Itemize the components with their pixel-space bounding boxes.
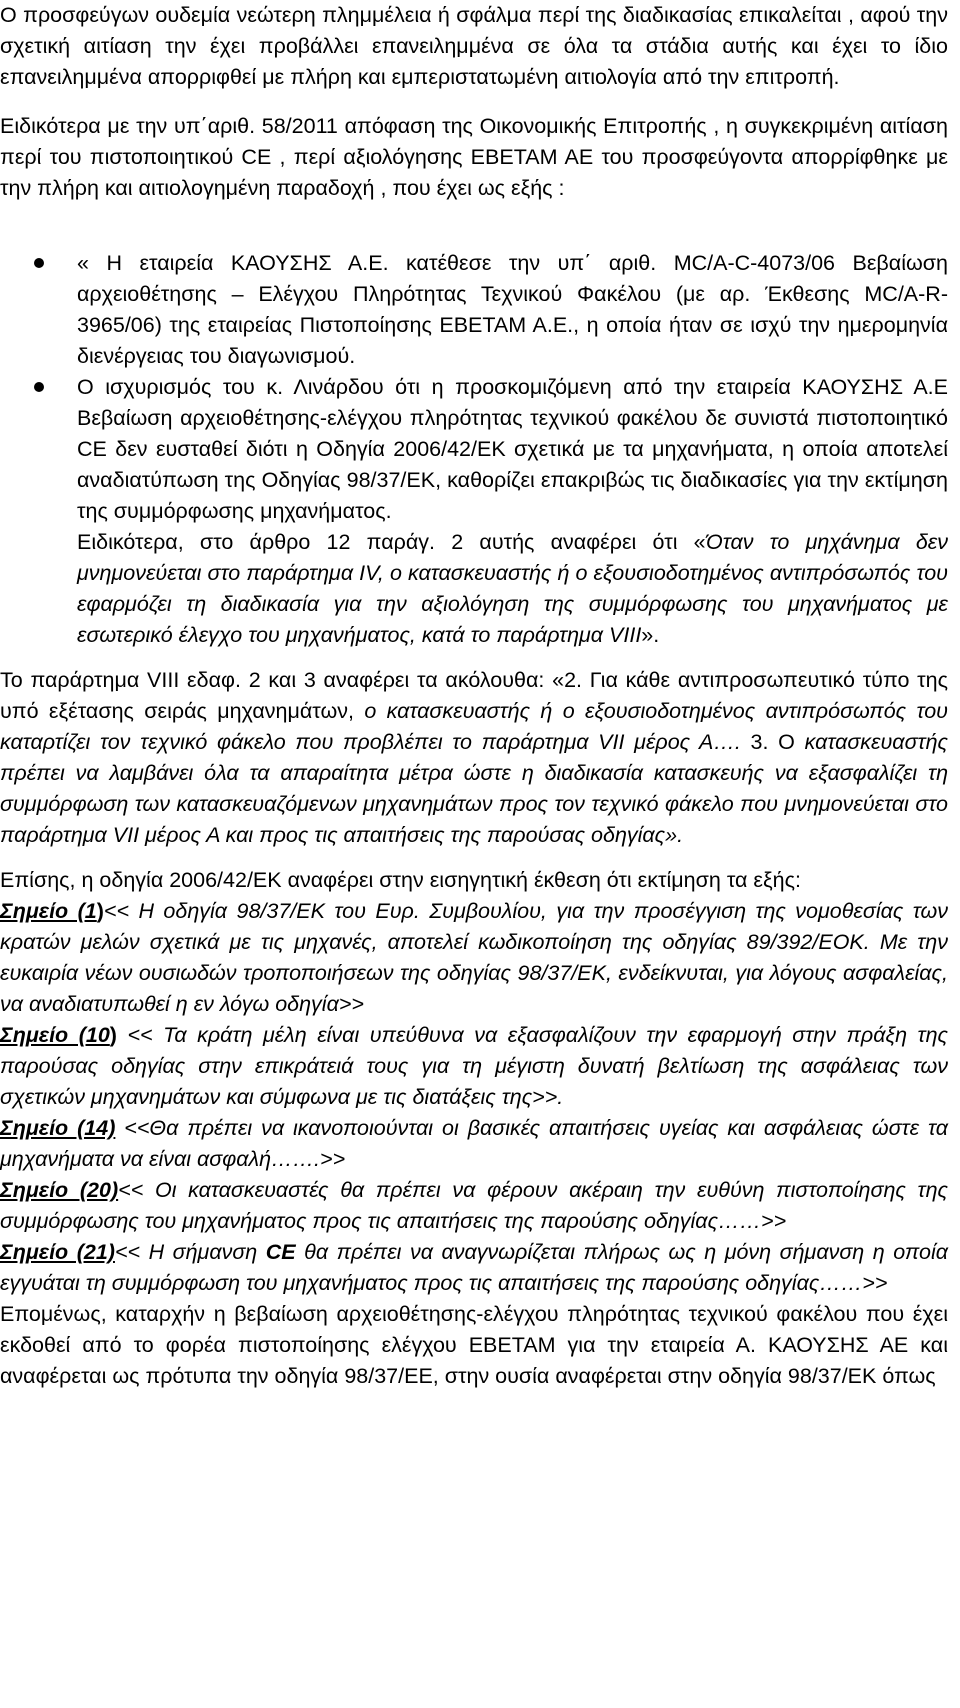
list-item <box>0 372 948 527</box>
article-12-paragraph <box>0 527 948 651</box>
paragraph-intro: Ο προσφεύγων ουδεμία νεώτερη πλημμέλεια ή σφάλμα περί της διαδικασίας επικαλείται , αφού την σχετική αιτίαση την έχει προβάλλει επανειλημμένα σε όλα τα στάδια αυτής και έχει το ίδιο επανειλημμένα απορριφθεί με πλήρη και εμπεριστατωμένη αιτιολογία από την επιτροπή. <box>0 3 948 89</box>
findings-list <box>0 248 948 527</box>
point-text: << Η σήμανση <box>114 1240 266 1264</box>
annex-viii-paragraph <box>0 665 948 851</box>
annex-mid: 3. Ο <box>750 730 805 754</box>
point-text: <<Θα πρέπει να ικανοποιούνται οι βασικές απαιτήσεις υγείας και ασφάλειας ώστε τα μηχανήματα να είναι ασφαλή…….>> <box>0 1116 948 1171</box>
point-text: << Η οδηγία 98/37/ΕΚ του Ευρ. Συμβουλίου, για την προσέγγιση της νομοθεσίας των κρατών μελών σχετικά με τις μηχανές, αποτελεί κωδικοποίηση της οδηγίας 89/392/ΕΟΚ. Με την ευκαιρία νέων ουσιωδών τροποποιήσεων της οδηγίας 98/37/ΕΚ, ενδείκνυται, για λόγους ασφαλείας, να αναδιατυπωθεί η εν λόγω οδηγία>> <box>0 899 948 1016</box>
point-label: Σημείο (14) <box>0 1116 116 1140</box>
point-label: Σημείο (20) <box>0 1178 119 1202</box>
report-intro: Επίσης, η οδηγία 2006/42/ΕΚ αναφέρει στην εισηγητική έκθεση ότι εκτίμηση τα εξής: <box>0 868 801 892</box>
list-item-text: « Η εταιρεία ΚΑΟΥΣΗΣ Α.Ε. κατέθεσε την υπ΄ αριθ. MC/A-C-4073/06 Βεβαίωση αρχειοθέτησης – Ελέγχου Πληρότητας Τεχνικού Φακέλου (με αρ. Έκθεσης MC/A-R-3965/06) της εταιρείας Πιστοποίησης ΕΒΕΤΑΜ Α.Ε., η οποία ήταν σε ισχύ την ημερομηνία διενέργειας του διαγωνισμού. <box>77 251 948 368</box>
point-text: << Τα κράτη μέλη είναι υπεύθυνα να εξασφαλίζουν την εφαρμογή στην πράξη της παρούσας οδηγίας στην επικράτειά τους για τη μέγιστη δυνατή βελτίωση της ασφάλειας των σχετικών μηχανημάτων και σύμφωνα με τις διατάξεις της>>. <box>0 1023 948 1109</box>
point-1 <box>0 896 948 1020</box>
paragraph-decision: Ειδικότερα με την υπ΄αριθ. 58/2011 απόφαση της Οικονομικής Επιτροπής , η συγκεκριμένη αιτίαση περί του πιστοποιητικού CE , περί αξιολόγησης ΕΒΕΤΑΜ ΑΕ του προσφεύγοντα απορρίφθηκε με την πλήρη και αιτιολογημένη παραδοχή , που έχει ως εξής : <box>0 114 948 200</box>
point-20 <box>0 1175 948 1237</box>
point-label: Σημείο (21) <box>0 1240 115 1264</box>
point-label: Σημείο (10 <box>0 1023 110 1047</box>
annex-lead: Το παράρτημα VIII εδαφ. 2 και 3 αναφέρει τα ακόλουθα: «2. Για κάθε αντιπροσωπευτικό τύπο της υπό εξέτασης σειράς μηχανημάτων, <box>0 668 948 723</box>
closing-paragraph: Επομένως, καταρχήν η βεβαίωση αρχειοθέτησης-ελέγχου πληρότητας τεχνικού φακέλου που έχει εκδοθεί από το φορέα πιστοποίησης ελέγχου ΕΒΕΤΑΜ για την εταιρεία Α. ΚΑΟΥΣΗΣ ΑΕ και αναφέρεται ως πρότυπα την οδηγία 98/37/ΕΕ, στην ουσία αναφέρεται στην οδηγία 98/37/ΕΚ όπως <box>0 1302 948 1388</box>
annex-quote-2: κατασκευαστής πρέπει να λαμβάνει όλα τα απαραίτητα μέτρα ώστε η διαδικασία κατασκευής να εξασφαλίζει τη συμμόρφωση των κατασκευαζόμενων μηχανημάτων προς τον τεχνικό φάκελο που μνημονεύεται στο παράρτημα VII μέρος Α και προς τις απαιτήσεις της παρούσας οδηγίας». <box>0 730 948 847</box>
point-21 <box>0 1237 948 1299</box>
article-12-lead: Ειδικότερα, στο άρθρο 12 παράγ. 2 αυτής αναφέρει ότι « <box>77 530 706 554</box>
article-12-tail: ». <box>641 623 660 647</box>
point-label: Σημείο (1 <box>0 899 97 923</box>
list-item-text: Ο ισχυρισμός του κ. Λινάρδου ότι η προσκομιζόμενη από την εταιρεία ΚΑΟΥΣΗΣ Α.Ε Βεβαίωση αρχειοθέτησης-ελέγχου πληρότητας τεχνικού φακέλου δε συνιστά πιστοποιητικό CE δεν ευσταθεί διότι η Οδηγία 2006/42/ΕΚ σχετικά με τα μηχανήματα, η οποία αποτελεί αναδιατύπωση της Οδηγίας 98/37/ΕΚ, καθορίζει επακριβώς τις διαδικασίες για την εκτίμηση της συμμόρφωσης μηχανήματος. <box>77 375 948 523</box>
bullet-icon <box>34 382 44 392</box>
point-14 <box>0 1113 948 1175</box>
point-label-tail: ) <box>109 1023 117 1047</box>
article-12-quote: Όταν το μηχάνημα δεν μνημονεύεται στο παράρτημα IV, ο κατασκευαστής ή ο εξουσιοδοτημένος αντιπρόσωπός του εφαρμόζει τη διαδικασία για την αξιολόγηση της συμμόρφωσης του μηχανήματος με εσωτερικό έλεγχο του μηχανήματος, κατά το παράρτημα VIII <box>77 530 948 647</box>
annex-quote-1: ο κατασκευαστής ή ο εξουσιοδοτημένος αντιπρόσωπός του καταρτίζει τον τεχνικό φάκελο που προβλέπει το παράρτημα VII μέρος Α…. <box>0 699 948 754</box>
point-label-tail: ) <box>96 899 104 923</box>
point-text: << Οι κατασκευαστές θα πρέπει να φέρουν ακέραιη την ευθύνη πιστοποίησης της συμμόρφωσης του μηχανήματος προς τις απαιτήσεις της παρούσης οδηγίας……>> <box>0 1178 948 1233</box>
ce-mark-text: CE <box>265 1240 296 1264</box>
point-text: θα πρέπει να αναγνωρίζεται πλήρως ως η μόνη σήμανση η οποία εγγυάται τη συμμόρφωση του μηχανήματος προς τις απαιτήσεις της παρούσης οδηγίας……>> <box>0 1240 948 1295</box>
point-10 <box>0 1020 948 1113</box>
bullet-icon <box>34 258 44 268</box>
list-item <box>0 248 948 372</box>
